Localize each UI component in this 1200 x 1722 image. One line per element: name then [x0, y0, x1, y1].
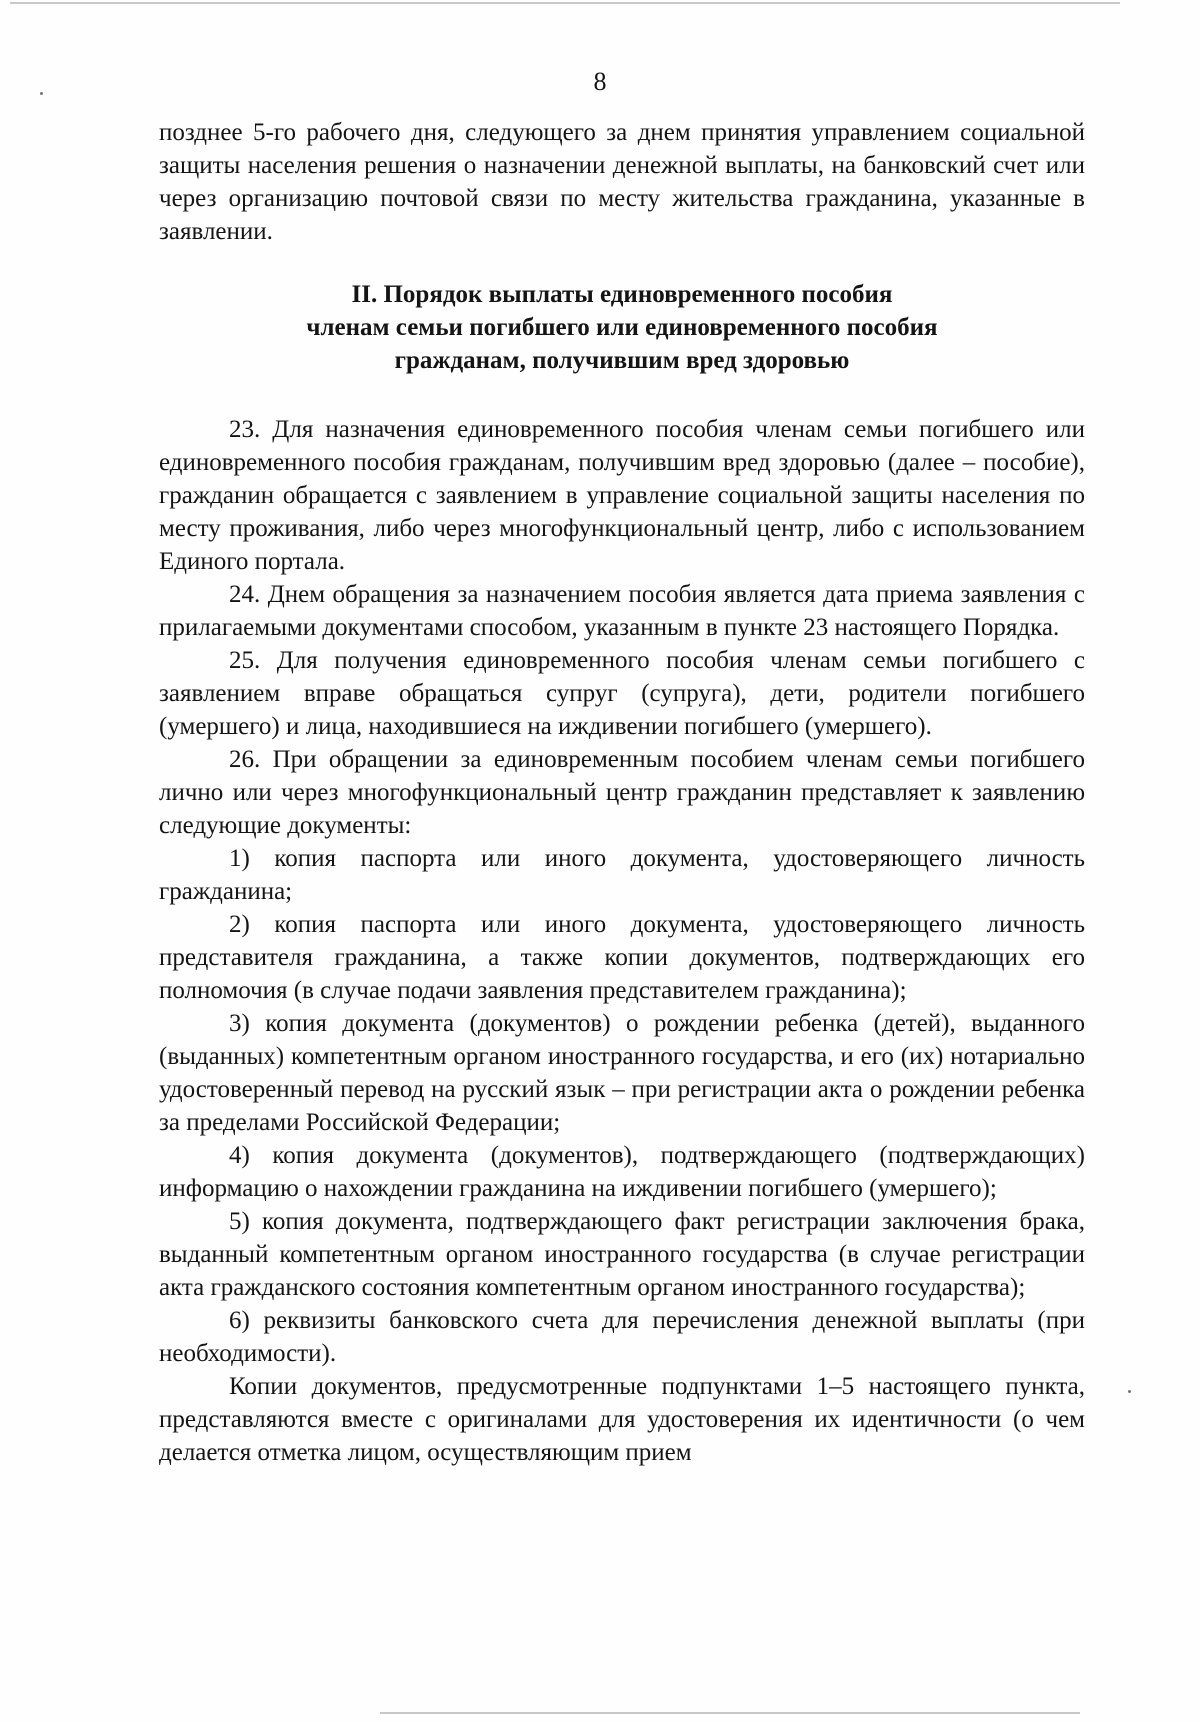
list-item-3: 3) копия документа (документов) о рождении ребенка (детей), выданного (выданных) компетентным органом иностранного государства, и его (их) нотариально удостоверенный перевод на русский язык – при регистрации акта о рождении ребенка за пределами Российской Федерации;	[159, 1010, 1085, 1136]
list-item-4: 4) копия документа (документов), подтверждающего (подтверждающих) информацию о нахождении гражданина на иждивении погибшего (умершего);	[159, 1142, 1085, 1202]
section-heading-line: II. Порядок выплаты единовременного пособия	[351, 281, 893, 308]
margin-dot	[1128, 1390, 1131, 1393]
list-item-1: 1) копия паспорта или иного документа, удостоверяющего личность гражданина;	[159, 845, 1085, 905]
section-heading-line: членам семьи погибшего или единовременного пособия	[306, 314, 938, 341]
scan-edge-top	[10, 2, 1120, 4]
intro-paragraph: позднее 5-го рабочего дня, следующего за днем принятия управлением социальной защиты населения решения о назначении денежной выплаты, на банковский счет или через организацию почтовой связи по месту жительства гражданина, указанные в заявлении.	[159, 119, 1085, 245]
paragraph-26: 26. При обращении за единовременным пособием членам семьи погибшего лично или через многофункциональный центр гражданин представляет к заявлению следующие документы:	[159, 746, 1085, 839]
paragraph-23: 23. Для назначения единовременного пособия членам семьи погибшего или единовременного пособия гражданам, получившим вред здоровью (далее – пособие), гражданин обращается с заявлением в управление социальной защиты населения по месту проживания, либо через многофункциональный центр, либо с использованием Единого портала.	[159, 416, 1085, 575]
list-item-5: 5) копия документа, подтверждающего факт регистрации заключения брака, выданный компетентным органом иностранного государства (в случае регистрации акта гражданского состояния компетентным органом иностранного государства);	[159, 1208, 1085, 1301]
paragraph-24: 24. Днем обращения за назначением пособия является дата приема заявления с прилагаемыми документами способом, указанным в пункте 23 настоящего Порядка.	[159, 581, 1085, 641]
intro-paragraph-block	[159, 116, 1085, 248]
page-number: 8	[593, 67, 607, 96]
section-heading	[159, 278, 1085, 377]
section-heading-line: гражданам, получившим вред здоровью	[394, 347, 850, 374]
list-item-2: 2) копия паспорта или иного документа, удостоверяющего личность представителя гражданина, а также копии документов, подтверждающих его полномочия (в случае подачи заявления представителем гражданина);	[159, 911, 1085, 1004]
list-item-6: 6) реквизиты банковского счета для перечисления денежной выплаты (при необходимости).	[159, 1307, 1085, 1367]
scan-edge-bottom	[380, 1712, 1080, 1714]
main-text-block	[159, 413, 1085, 1469]
paragraph-25: 25. Для получения единовременного пособия членам семьи погибшего с заявлением вправе обращаться супруг (супруга), дети, родители погибшего (умершего) и лица, находившиеся на иждивении погибшего (умершего).	[159, 647, 1085, 740]
closing-paragraph: Копии документов, предусмотренные подпунктами 1–5 настоящего пункта, представляются вместе с оригиналами для удостоверения их идентичности (о чем делается отметка лицом, осуществляющим прием	[159, 1373, 1085, 1466]
